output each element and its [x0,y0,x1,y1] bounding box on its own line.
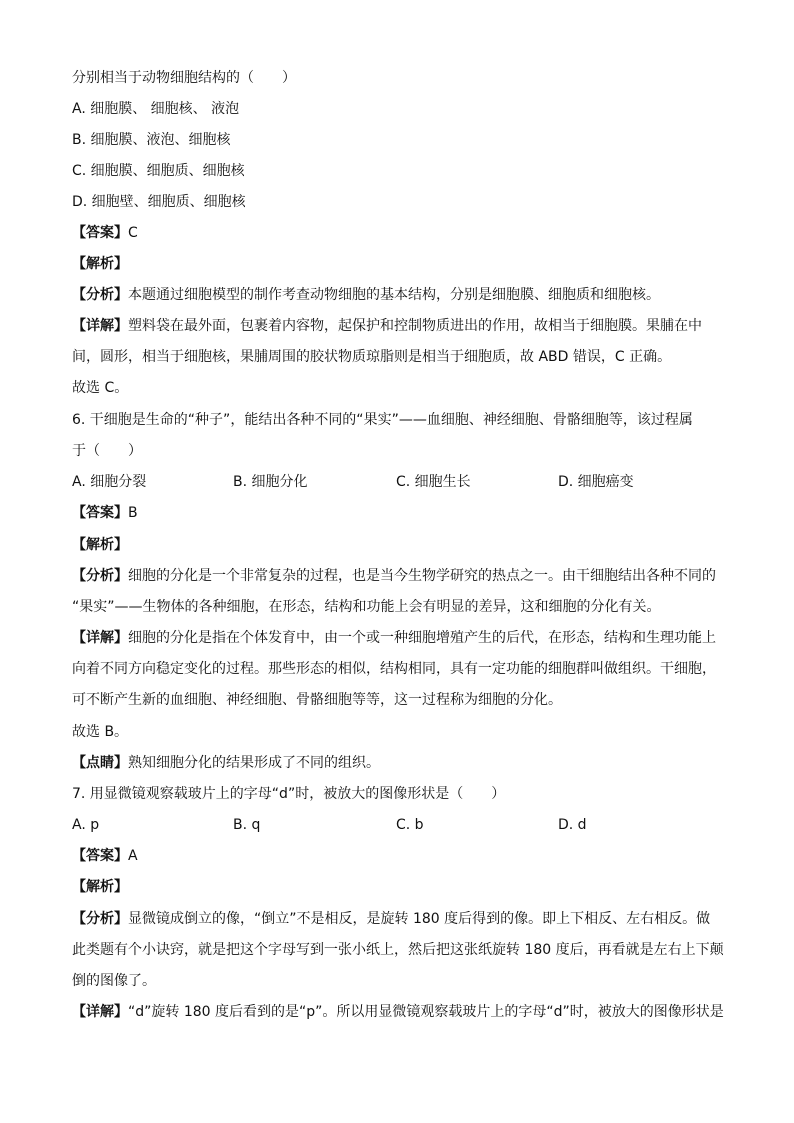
answer-tag: 【答案】 [72,505,128,521]
q6-option-b: B. 细胞分化 [233,474,308,490]
q6-fenxi-line-1 [72,566,722,586]
xiangjie-text: 细胞的分化是指在个体发育中，由一个或一种细胞增殖产生的后代，在形态，结构和生理功能上 [128,630,716,646]
q7-xiangjie-line-1 [72,1002,722,1022]
q6-xiangjie-line-3: 可不断产生新的血细胞、神经细胞、骨骼细胞等等，这一过程称为细胞的分化。 [72,692,562,708]
q6-dianjing [72,753,722,773]
fenxi-text: 显微镜成倒立的像，“倒立”不是相反，是旋转 180 度后得到的像。即上下相反、左右相反。做 [128,911,711,927]
answer-value: C [128,225,138,241]
xiangjie-tag: 【详解】 [72,1004,128,1020]
xiangjie-tag: 【详解】 [72,630,128,646]
q7-option-a: A. p [72,817,100,833]
q5-option-b: B. 细胞膜、液泡、细胞核 [72,132,231,148]
fenxi-text: 细胞的分化是一个非常复杂的过程，也是当今生物学研究的热点之一。由干细胞结出各种不同的 [128,568,716,584]
q7-option-c: C. b [396,817,424,833]
dianjing-tag: 【点睛】 [72,755,128,771]
q7-fenxi-line-2: 此类题有个小诀窍，就是把这个字母写到一张小纸上，然后把这张纸旋转 180 度后，再看就是左右上下颠 [72,942,724,958]
q5-option-d: D. 细胞壁、细胞质、细胞核 [72,194,246,210]
fenxi-text: 本题通过细胞模型的制作考查动物细胞的基本结构，分别是细胞膜、细胞质和细胞核。 [128,287,660,303]
fenxi-tag: 【分析】 [72,568,128,584]
q5-conclusion: 故选 C。 [72,380,129,396]
q6-fenxi-line-2: “果实”——生物体的各种细胞，在形态，结构和功能上会有明显的差异，这和细胞的分化有关。 [72,599,661,615]
q7-stem: 7. 用显微镜观察载玻片上的字母“d”时，被放大的图像形状是（ ） [72,786,506,802]
answer-tag: 【答案】 [72,848,128,864]
q6-xiangjie-line-2: 向着不同方向稳定变化的过程。那些形态的相似，结构相同，具有一定功能的细胞群叫做组织。干细胞， [72,661,716,677]
q7-option-d: D. d [558,817,587,833]
q7-answer [72,846,722,866]
q7-jiexi-heading [72,877,722,897]
answer-value: B [128,505,138,521]
q5-fenxi [72,285,722,305]
xiangjie-text: “d”旋转 180 度后看到的是“p”。所以用显微镜观察载玻片上的字母“d”时，被放大的图像形状是 [128,1004,724,1020]
q6-stem-line-2: 于（ ） [72,443,142,459]
q6-conclusion: 故选 B。 [72,724,129,740]
q5-xiangjie-line-2: 间，圆形，相当于细胞核，果脯周围的胶状物质琼脂则是相当于细胞质，故 ABD 错误，C 正确。 [72,349,672,365]
q6-option-c: C. 细胞生长 [396,474,471,490]
q5-jiexi-heading [72,254,722,274]
q6-option-d: D. 细胞癌变 [558,474,634,490]
answer-tag: 【答案】 [72,225,128,241]
q6-jiexi-heading [72,535,722,555]
q7-option-b: B. q [233,817,261,833]
jiexi-tag: 【解析】 [72,879,128,895]
q5-answer [72,223,722,243]
fenxi-tag: 【分析】 [72,911,128,927]
q6-option-a: A. 细胞分裂 [72,474,147,490]
fenxi-tag: 【分析】 [72,287,128,303]
q7-fenxi-line-1 [72,909,722,929]
q7-fenxi-line-3: 倒的图像了。 [72,973,156,989]
xiangjie-tag: 【详解】 [72,318,128,334]
q6-stem-line-1: 6. 干细胞是生命的“种子”，能结出各种不同的“果实”——血细胞、神经细胞、骨骼细胞等，该过程属 [72,412,693,428]
jiexi-tag: 【解析】 [72,537,128,553]
jiexi-tag: 【解析】 [72,256,128,272]
q5-stem-tail: 分别相当于动物细胞结构的（ ） [72,70,296,86]
q6-answer [72,503,722,523]
answer-value: A [128,848,138,864]
dianjing-text: 熟知细胞分化的结果形成了不同的组织。 [128,755,380,771]
q5-option-c: C. 细胞膜、细胞质、细胞核 [72,163,245,179]
q6-xiangjie-line-1 [72,628,722,648]
q5-xiangjie-line-1 [72,316,722,336]
xiangjie-text: 塑料袋在最外面，包裹着内容物，起保护和控制物质进出的作用，故相当于细胞膜。果脯在中 [128,318,702,334]
q5-option-a: A. 细胞膜、 细胞核、 液泡 [72,101,240,117]
